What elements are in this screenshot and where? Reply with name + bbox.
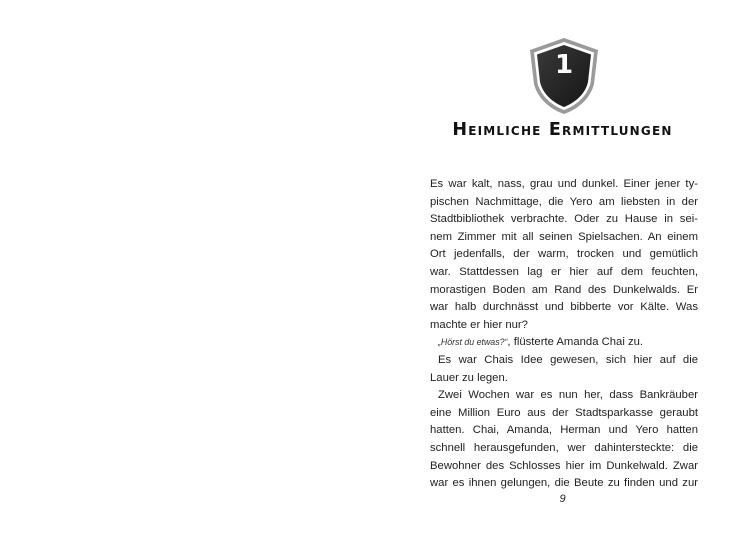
text-line: pischen Nachmittage, die Yero am liebsten in der [430,195,698,208]
dialogue-line [430,334,698,352]
chapter-number: 1 [554,50,574,80]
text-line: schnell herausgefunden, wer dahintersteckte: die [430,441,698,454]
text-line: Lauer zu legen. [430,371,508,384]
text-line: nem Zimmer mit all seinen Spielsachen. An einem [430,230,698,243]
chapter-body-text [430,176,698,493]
text-line: Ort jedenfalls, der warm, trocken und gemütlich [430,248,698,261]
chapter-title: Heimliche Ermittlungen [452,120,673,140]
text-line: machte er hier nur? [430,318,528,331]
text-line: hatten. Chai, Amanda, Herman und Yero hatten [430,424,698,437]
dialogue-quote: „Hörst du etwas?“ [438,337,508,348]
text-line: Es war Chais Idee gewesen, sich hier auf die [438,353,698,366]
text-line: Stadtbibliothek verbrachte. Oder zu Hause in sei- [430,213,698,226]
chapter-shield-icon [528,36,600,116]
text-line: Es war kalt, nass, grau und dunkel. Einer jener ty- [430,178,698,190]
text-line: Zwei Wochen war es nun her, dass Bankräuber [438,389,698,402]
right-page [375,0,750,543]
page-number: 9 [559,493,566,505]
text-line: war es ihnen gelungen, die Beute zu finden und zur [430,477,698,490]
text-line: Bewohner des Schlosses hier im Dunkelwald. Zwar [430,459,698,472]
text-line: morastigen Boden am Rand des Dunkelwalds. Er [430,283,698,296]
text-line: war. Stattdessen lag er hier auf dem feuchten, [430,265,698,278]
text-line: war halb durchnässt und bibberte vor Kälte. Was [430,301,698,314]
dialogue-tag: , flüsterte Amanda Chai zu. [507,336,644,349]
text-line: eine Million Euro aus der Stadtsparkasse geraubt [430,406,698,419]
